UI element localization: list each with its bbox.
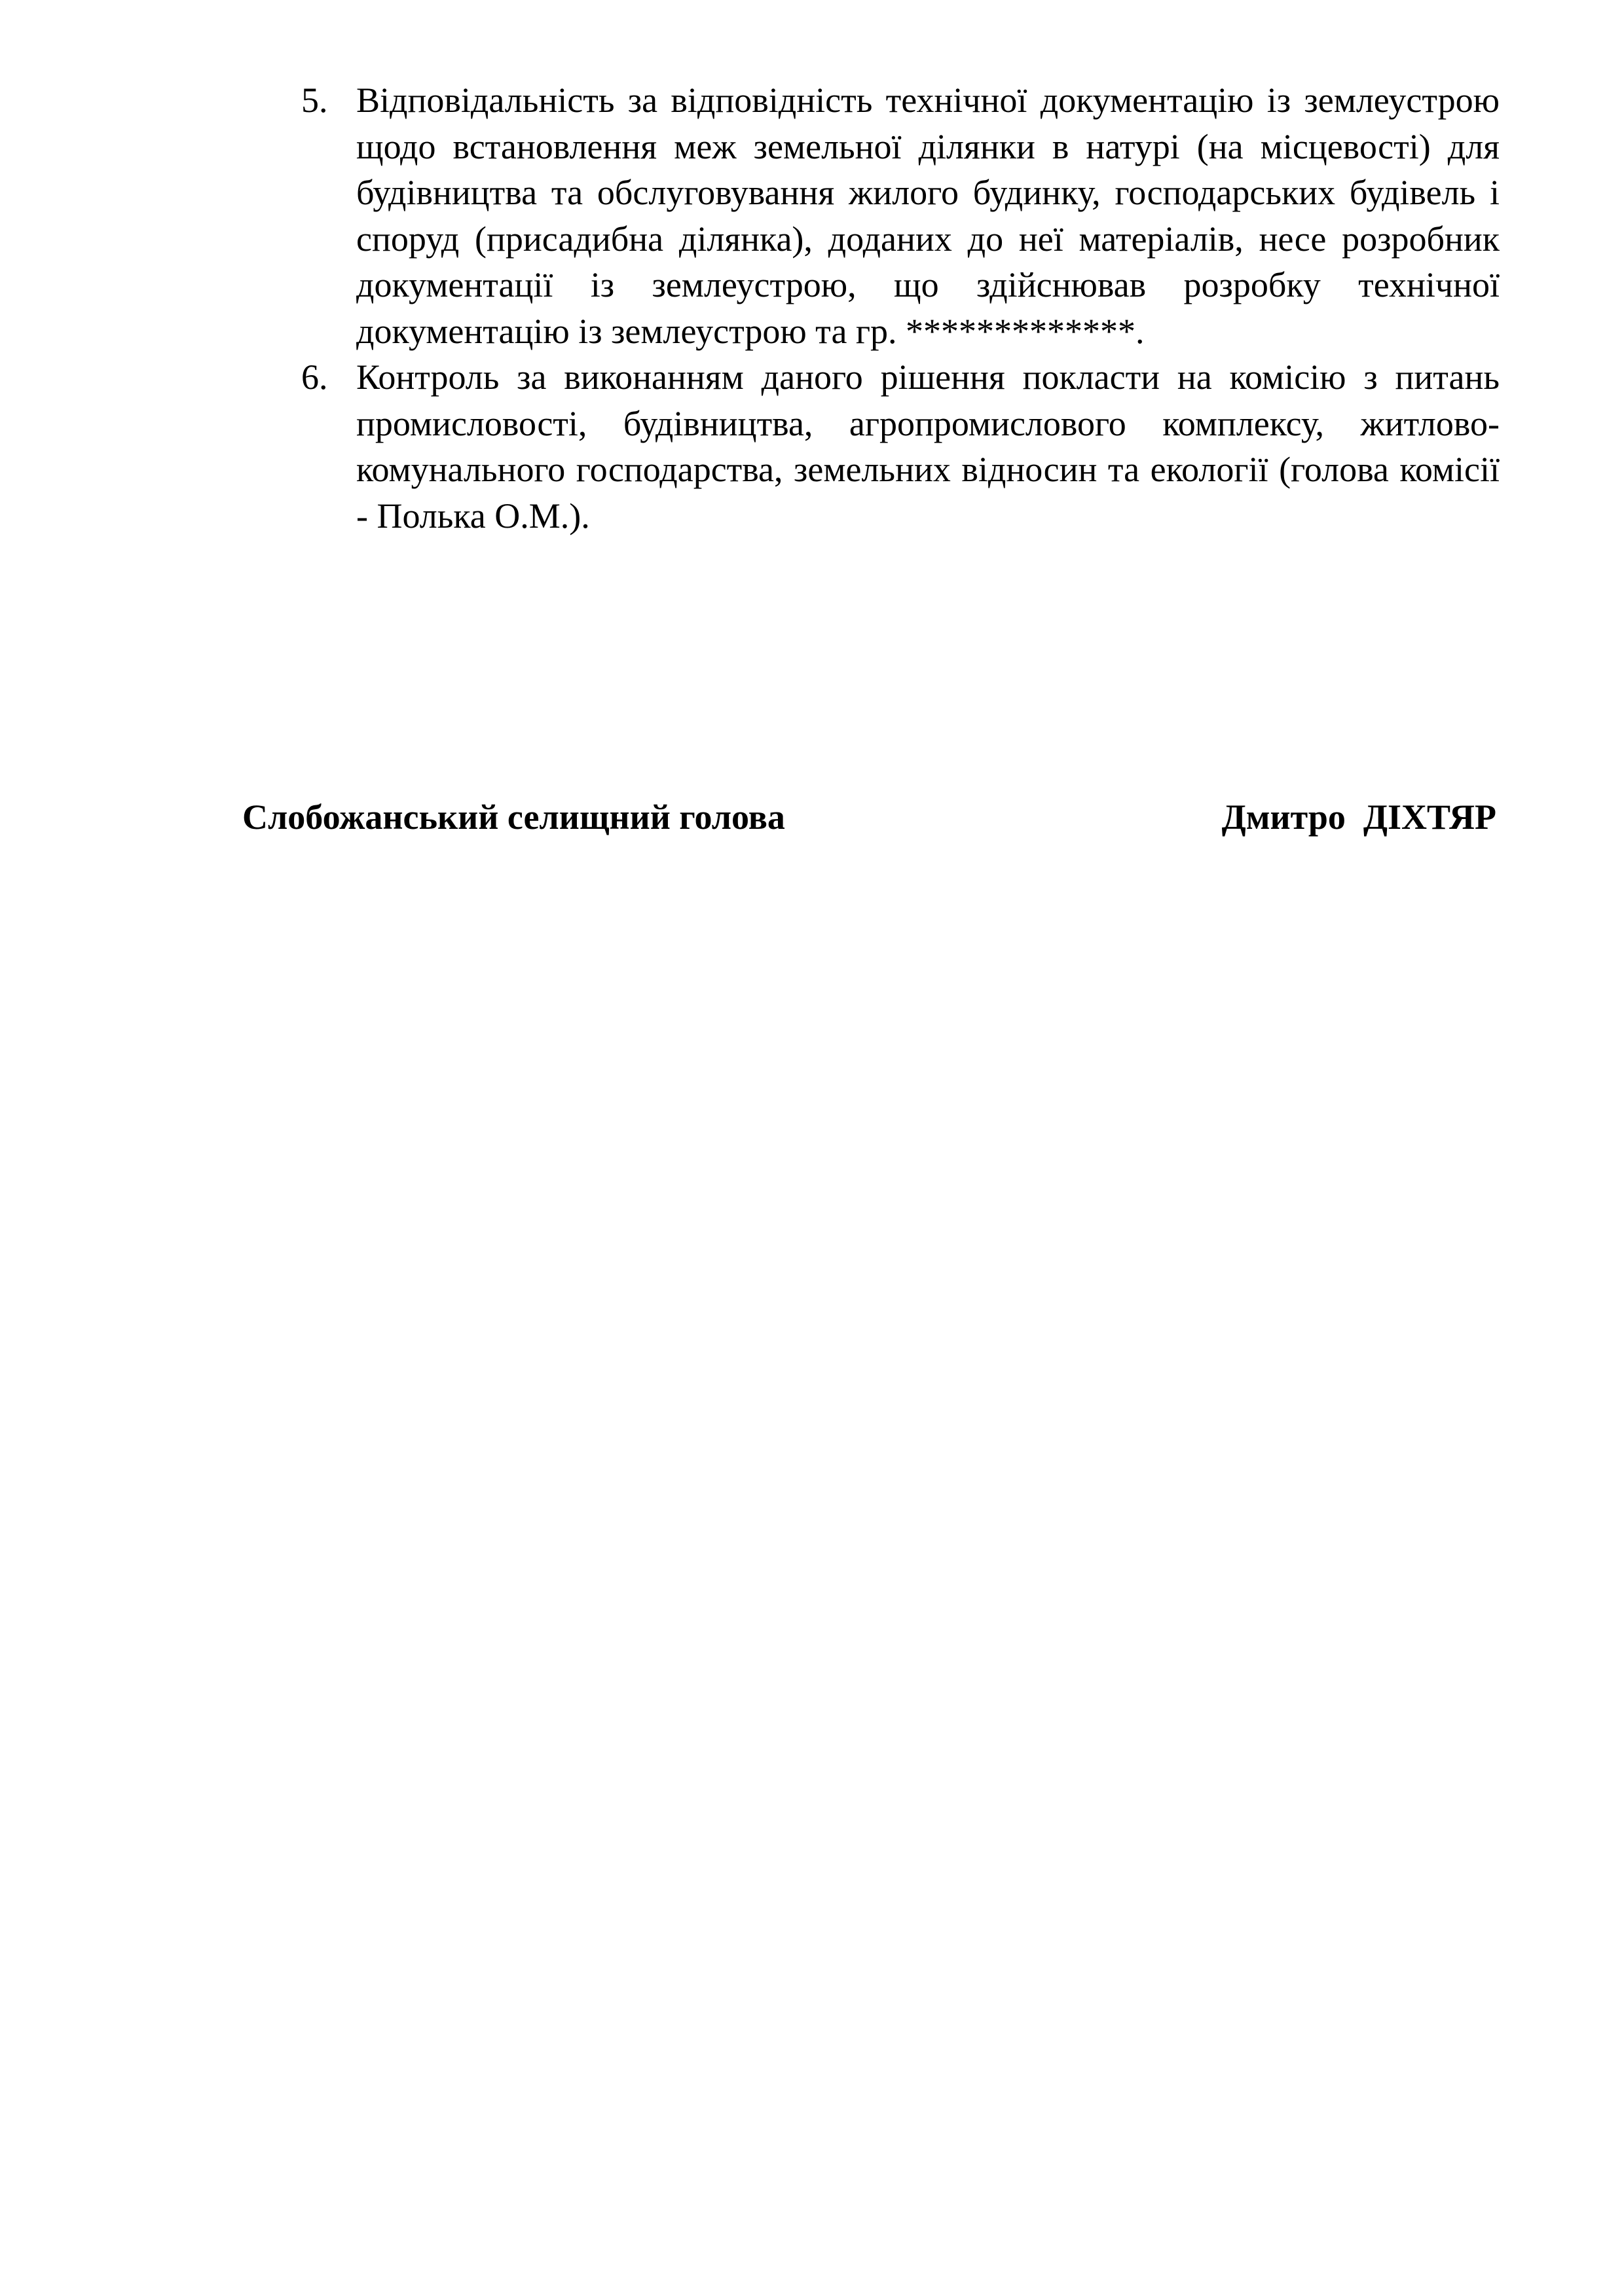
signatory-name: Дмитро ДІХТЯР: [1221, 797, 1496, 837]
decision-items-list: [301, 77, 1500, 539]
list-item-number: 5.: [301, 81, 328, 120]
list-item-number: 6.: [301, 357, 328, 397]
list-item: [301, 77, 1500, 354]
list-item: [301, 354, 1500, 539]
list-item-text: Відповідальність за відповідність технічної документацію із землеустрою щодо встановлення меж земельної ділянки в натурі (на місцевості) для будівництва та обслуговування жилого будинку, господарських будівель і споруд (присадибна ділянка), доданих до неї матеріалів, несе розробник документації із землеустрою, що здійснював розробку технічної документацію із землеустрою та гр. *************.: [356, 81, 1500, 351]
signatory-position: Слобожанський селищний голова: [242, 797, 785, 837]
list-item-text: Контроль за виконанням даного рішення покласти на комісію з питань промисловості, будівництва, агропромислового комплексу, житлово-комунального господарства, земельних відносин та екології (голова комісії - Полька О.М.).: [356, 357, 1500, 536]
